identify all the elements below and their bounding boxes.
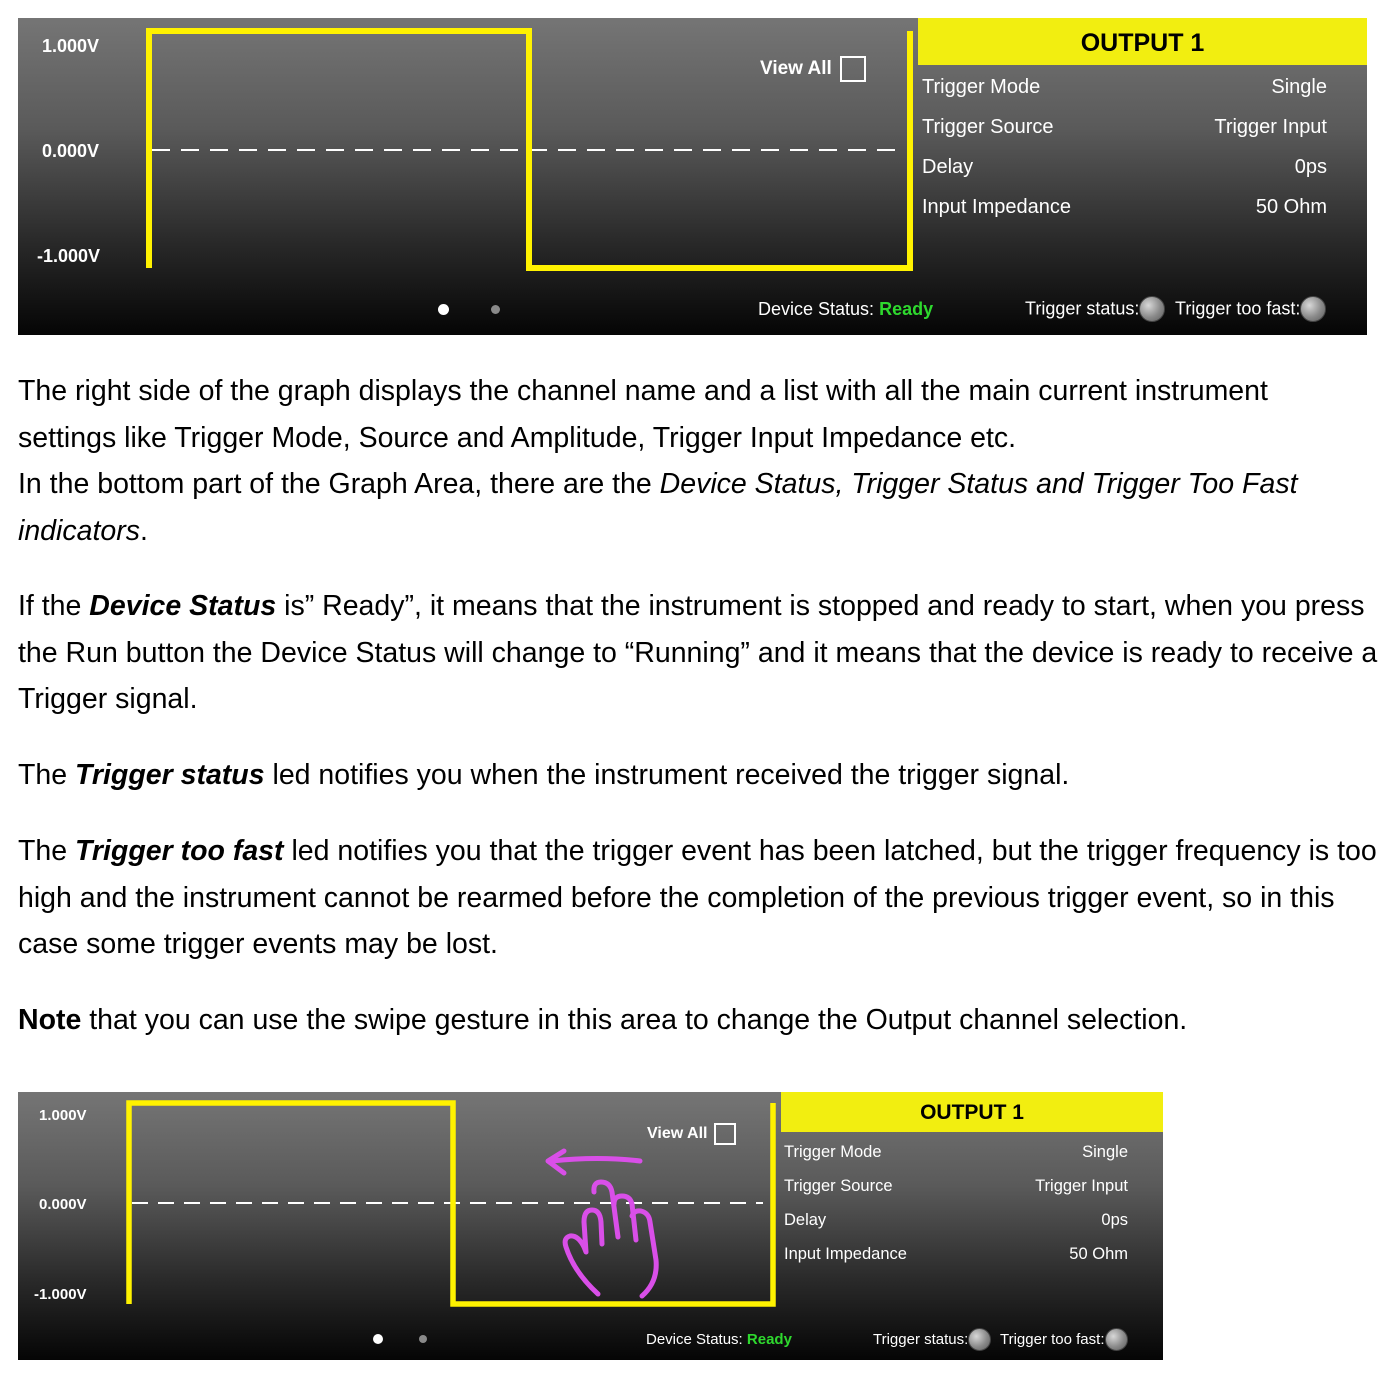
trigger-status-label: Trigger status:	[873, 1331, 969, 1348]
setting-name: Trigger Source	[922, 116, 1054, 138]
settings-list	[784, 1143, 1128, 1279]
paragraph-trigger-too-fast	[18, 828, 1378, 968]
text-span: The	[18, 835, 76, 867]
text-line: .	[139, 514, 148, 547]
setting-value: Single	[1271, 76, 1327, 98]
setting-name: Delay	[922, 156, 974, 178]
setting-name: Input Impedance	[922, 196, 1071, 218]
device-status-value: Ready	[746, 1331, 792, 1348]
device-status-label: Device Status:	[758, 299, 875, 319]
paragraph-note	[18, 997, 1378, 1044]
page-indicator-dot-active[interactable]	[373, 1334, 383, 1344]
y-label-max: 1.000V	[42, 36, 100, 56]
setting-row	[784, 1245, 1128, 1279]
setting-row	[784, 1211, 1128, 1245]
y-label-max: 1.000V	[39, 1107, 87, 1124]
device-status-label: Device Status:	[646, 1331, 743, 1348]
text-span: led notifies you that the trigger event has been latched, but the trigger frequency is too high and the instrument cannot be rearmed before the completion of the previous trigger event, so in this case some trigger events may be lost.	[18, 835, 1377, 960]
trigger-too-fast-led-icon	[1105, 1328, 1128, 1351]
device-status-value: Ready	[879, 299, 934, 319]
page-indicator-dot[interactable]	[419, 1335, 427, 1343]
trigger-too-fast-label: Trigger too fast:	[1175, 298, 1301, 319]
description-text	[18, 368, 1378, 554]
trigger-status-led-icon	[968, 1328, 991, 1351]
device-status	[646, 1331, 792, 1348]
indicators-emphasis: Device Status, Trigger Status and Trigger Too Fast indicators	[18, 468, 1298, 547]
text-span: that you can use the swipe gesture in this area to change the Output channel selection.	[81, 1004, 1188, 1036]
text-span: If the	[18, 590, 90, 622]
settings-list	[922, 76, 1327, 236]
y-label-zero: 0.000V	[39, 1196, 87, 1213]
setting-value: 50 Ohm	[1255, 196, 1327, 218]
setting-value: 0ps	[1294, 156, 1327, 178]
setting-row	[784, 1177, 1128, 1211]
setting-row	[922, 156, 1327, 196]
y-label-min: -1.000V	[34, 1286, 87, 1303]
view-all-checkbox[interactable]	[714, 1123, 736, 1145]
y-label-zero: 0.000V	[42, 141, 100, 161]
text-span: is” Ready”, it means that the instrument is stopped and ready to start, when you press the Run button the Device Status will change to “Running” and it means that the device is ready to receive a Trigger signal.	[18, 590, 1378, 715]
setting-value: Trigger Input	[1214, 116, 1327, 138]
setting-name: Trigger Source	[784, 1177, 893, 1195]
view-all-toggle[interactable]	[647, 1123, 736, 1145]
setting-row	[922, 116, 1327, 156]
setting-value: 50 Ohm	[1069, 1245, 1128, 1263]
device-status	[758, 299, 933, 320]
view-all-checkbox[interactable]	[840, 56, 866, 82]
text-line: In the bottom part of the Graph Area, there are the	[18, 468, 660, 500]
setting-value: Single	[1082, 1143, 1128, 1161]
trigger-status	[873, 1328, 991, 1351]
setting-row	[784, 1143, 1128, 1177]
view-all-label: View All	[760, 58, 832, 79]
setting-value: Trigger Input	[1035, 1177, 1128, 1195]
setting-value: 0ps	[1101, 1211, 1128, 1229]
trigger-status	[1025, 296, 1165, 322]
device-status-term: Device Status	[89, 590, 277, 622]
page-indicator-dot-active[interactable]	[438, 304, 449, 315]
trigger-status-led-icon	[1139, 296, 1165, 322]
output-channel-header[interactable]: OUTPUT 1	[918, 18, 1367, 65]
paragraph-device-status	[18, 583, 1378, 723]
trigger-too-fast	[1000, 1328, 1128, 1351]
text-span: led notifies you when the instrument received the trigger signal.	[264, 759, 1070, 791]
text-line: settings like Trigger Mode, Source and Amplitude, Trigger Input Impedance etc.	[18, 421, 1017, 454]
setting-name: Delay	[784, 1211, 827, 1229]
paragraph-trigger-status	[18, 752, 1378, 799]
y-label-min: -1.000V	[37, 246, 101, 266]
page-indicator-dot[interactable]	[491, 305, 500, 314]
note-term: Note	[18, 1004, 82, 1036]
setting-row	[922, 76, 1327, 116]
trigger-too-fast	[1175, 296, 1326, 322]
output-channel-header[interactable]: OUTPUT 1	[781, 1092, 1163, 1132]
trigger-status-term: Trigger status	[75, 759, 265, 791]
text-line: The right side of the graph displays the channel name and a list with all the main current instrument	[18, 375, 1268, 407]
view-all-toggle[interactable]	[760, 56, 866, 82]
view-all-label: View All	[647, 1125, 708, 1142]
setting-name: Trigger Mode	[784, 1143, 882, 1161]
trigger-too-fast-label: Trigger too fast:	[1000, 1331, 1105, 1348]
graph-area-bottom[interactable]	[18, 1092, 1163, 1360]
setting-name: Input Impedance	[784, 1245, 907, 1263]
trigger-too-fast-led-icon	[1300, 296, 1326, 322]
trigger-too-fast-term: Trigger too fast	[75, 835, 284, 867]
graph-area-top[interactable]	[18, 18, 1367, 335]
trigger-status-label: Trigger status:	[1025, 298, 1140, 319]
paragraph-overview	[18, 368, 1378, 554]
setting-row	[922, 196, 1327, 236]
text-span: The	[18, 759, 76, 791]
setting-name: Trigger Mode	[922, 76, 1041, 98]
